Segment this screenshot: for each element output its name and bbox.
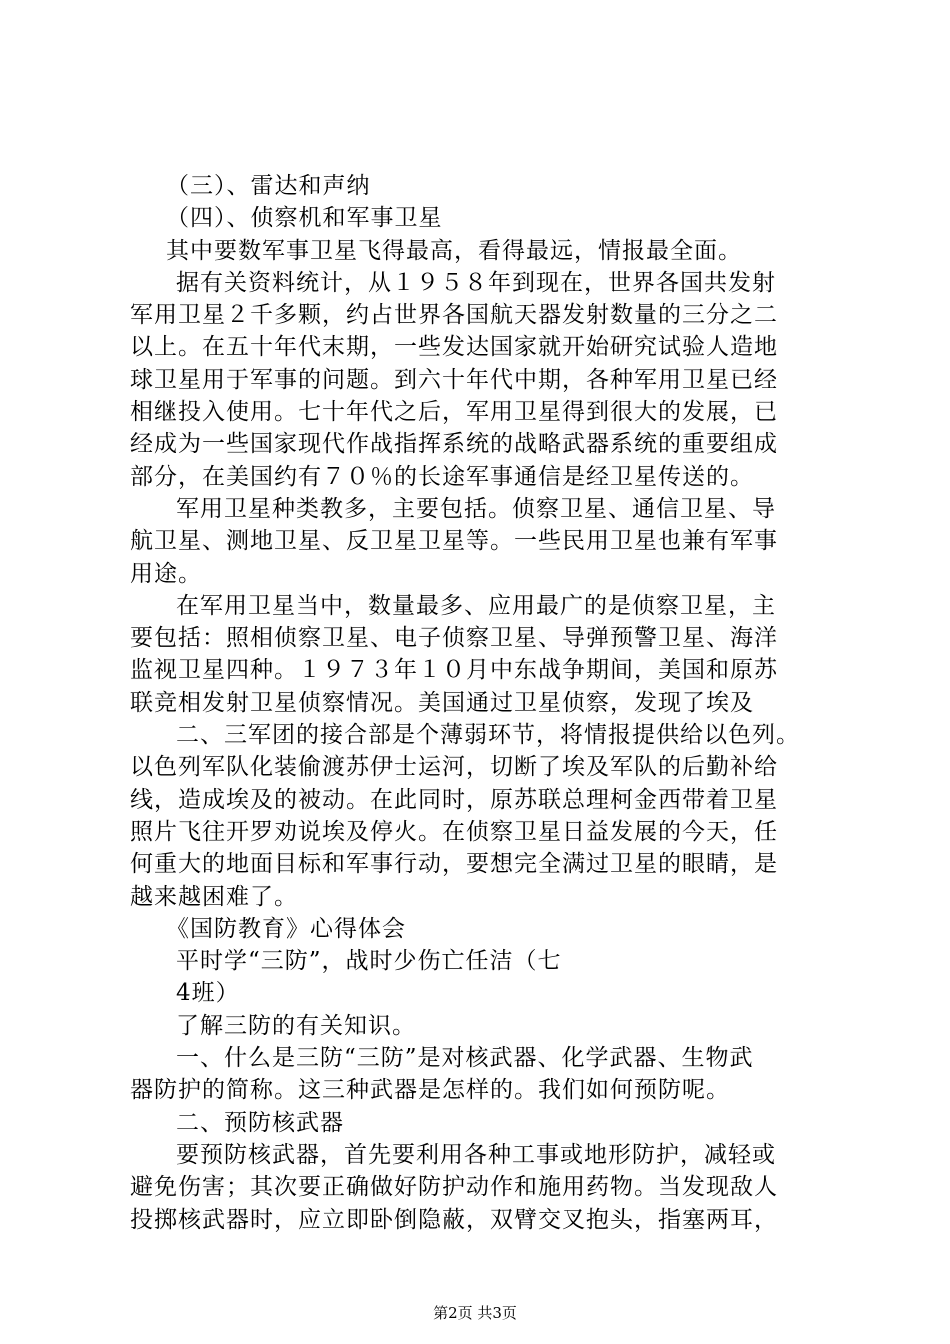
text-line: 器防护的简称。这三种武器是怎样的。我们如何预防呢。 xyxy=(130,1077,730,1104)
article-title-continued: 4班） xyxy=(176,980,240,1007)
text-line: 投掷核武器时，应立即卧倒隐蔽，双臂交叉抱头，指塞两耳， xyxy=(130,1206,778,1233)
page-number-footer: 第2页 共3页 xyxy=(433,1304,517,1322)
text-line: （三）、雷达和声纳 xyxy=(166,173,371,199)
text-line: 据有关资料统计，从１９５８年到现在，世界各国共发射 xyxy=(176,269,776,296)
text-line: 部分，在美国约有７０％的长途军事通信是经卫星传送的。 xyxy=(130,463,754,490)
article-title: 平时学“三防”，战时少伤亡任洁（七 xyxy=(176,948,562,975)
text-line: 了解三防的有关知识。 xyxy=(176,1012,416,1039)
text-line: 要预防核武器，首先要利用各种工事或地形防护，减轻或 xyxy=(176,1141,776,1168)
text-line: 越来越困难了。 xyxy=(130,883,298,910)
text-line: 航卫星、测地卫星、反卫星卫星等。一些民用卫星也兼有军事 xyxy=(130,528,778,555)
text-line: 军用卫星２千多颗，约占世界各国航天器发射数量的三分之二 xyxy=(130,302,778,329)
section-heading: 二、预防核武器 xyxy=(176,1109,344,1136)
text-line: 军用卫星种类教多，主要包括。侦察卫星、通信卫星、导 xyxy=(176,495,776,522)
document-body xyxy=(130,170,850,1236)
text-line: 在军用卫星当中，数量最多、应用最广的是侦察卫星，主 xyxy=(176,592,776,619)
text-line: 以色列军队化装偷渡苏伊士运河，切断了埃及军队的后勤补给 xyxy=(130,754,778,781)
text-line: 球卫星用于军事的问题。到六十年代中期，各种军用卫星已经 xyxy=(130,366,778,393)
text-line: 经成为一些国家现代作战指挥系统的战略武器系统的重要组成 xyxy=(130,431,778,458)
text-line: 线，造成埃及的被动。在此同时，原苏联总理柯金西带着卫星 xyxy=(130,786,778,813)
text-line: 其中要数军事卫星飞得最高，看得最远，情报最全面。 xyxy=(166,237,742,264)
text-line: 用途。 xyxy=(130,560,202,587)
text-line: （四）、侦察机和军事卫星 xyxy=(166,205,443,232)
text-line: 监视卫星四种。１９７３年１０月中东战争期间，美国和原苏 xyxy=(130,657,778,684)
text-line: 何重大的地面目标和军事行动，要想完全满过卫星的眼睛，是 xyxy=(130,851,778,878)
section-title: 《国防教育》心得体会 xyxy=(166,915,406,942)
text-line: 联竞相发射卫星侦察情况。美国通过卫星侦察，发现了埃及 xyxy=(130,689,754,716)
text-line: 以上。在五十年代末期，一些发达国家就开始研究试验人造地 xyxy=(130,334,778,361)
text-line: 相继投入使用。七十年代之后，军用卫星得到很大的发展，已 xyxy=(130,399,778,426)
text-line: 要包括：照相侦察卫星、电子侦察卫星、导弹预警卫星、海洋 xyxy=(130,625,778,652)
text-line: 照片飞往开罗劝说埃及停火。在侦察卫星日益发展的今天，任 xyxy=(130,818,778,845)
text-line: 避免伤害；其次要正确做好防护动作和施用药物。当发现敌人 xyxy=(130,1174,778,1201)
text-line: 二、三军团的接合部是个薄弱环节，将情报提供给以色列。 xyxy=(176,722,800,749)
text-line: 一、什么是三防“三防”是对核武器、化学武器、生物武 xyxy=(176,1045,754,1072)
